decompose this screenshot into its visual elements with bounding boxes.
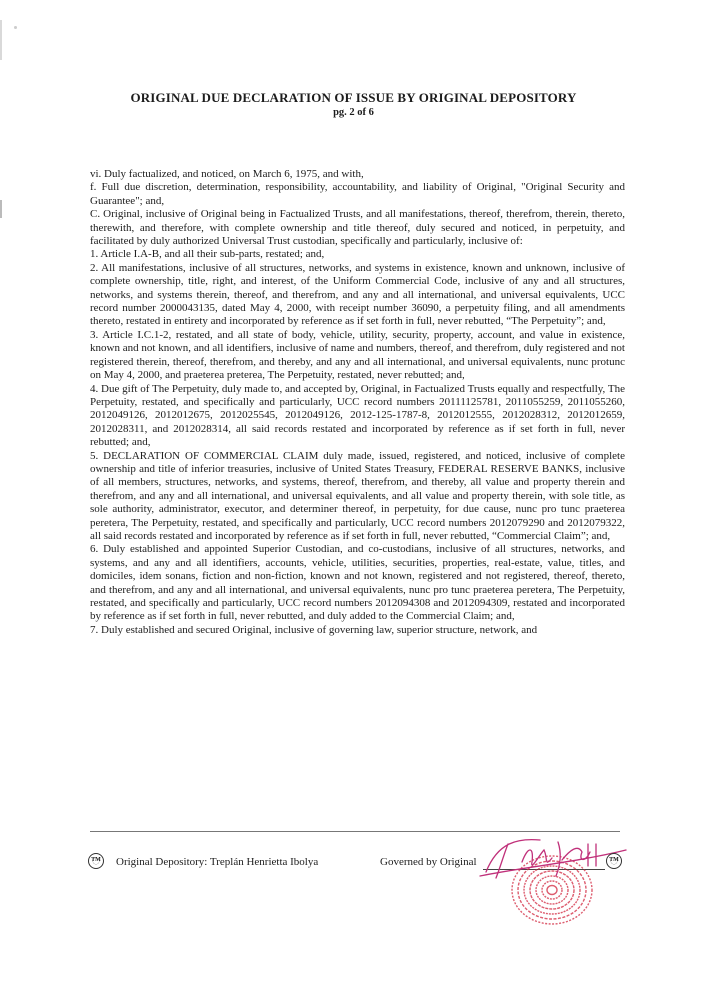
document-header	[0, 90, 707, 118]
seal-icon	[606, 853, 622, 869]
paragraph: 7. Duly established and secured Original, inclusive of governing law, superior structure, network, and	[90, 623, 538, 636]
scan-speck	[14, 26, 17, 29]
page-number: pg. 2 of 6	[333, 107, 374, 118]
paragraph: 6. Duly established and appointed Superior Custodian, and co-custodians, inclusive of all structures, networks, and systems, and any and all identifiers, accounts, vehicle, utilities, securities, properties, real-estate, value, titles, and domiciles, idem sonans, fiction and non-fiction, known and not known, registered and not registered, thereof, thereto, and therefrom, and any and all international, and universal equivalents, nunc pro tunc praeterea peretera, The Perpetuity, restated, and specifically and particularly, UCC record numbers 2012094308 and 2012094309, restated and incorporated by reference as if set forth in full, never rebutted, and duly added to the Commercial Claim; and,	[90, 543, 625, 623]
paragraph: 2. All manifestations, inclusive of all structures, networks, and systems in existence, known and unknown, inclusive of complete ownership, title, right, and interest, of the Uniform Commercial Code, inclusive of any and all structures, networks, and systems therein, thereof, and therefrom, and any and all international, and universal equivalents, UCC record number 2000043135, dated May 4, 2000, with receipt number 36090, a perpetuity filing, and all amendments thereto, restated in entirety and incorporated by reference as if set forth in full, never rebutted, “The Perpetuity”; and,	[90, 261, 625, 328]
depository-label: Original Depository: Treplán Henrietta Ibolya	[116, 856, 319, 868]
paragraph: vi. Duly factualized, and noticed, on March 6, 1975, and with,	[90, 168, 364, 180]
seal-mark: TM	[609, 857, 619, 863]
paragraph: 1. Article I.A-B, and all their sub-parts, restated; and,	[90, 248, 325, 261]
document-body	[90, 168, 625, 637]
paragraph: 5. DECLARATION OF COMMERCIAL CLAIM duly made, issued, registered, and noticed, inclusive of complete ownership and title of inferior treasuries, inclusive of United States Treasury, FEDERAL RESERVE BANKS, inclusive of all members, structures, networks, and systems, thereof, therefrom, and thereby, all value and property therein and therefrom, and any and all international, and universal equivalents, and all value and property therein, with sole title, as sole authority, administrator, executor, and determiner thereof, in perpetuity, for due cause, nunc pro tunc praeterea peretera, The Perpetuity, restated, and specifically and particularly, UCC record numbers 2012079290 and 2012079322, all said records restated and incorporated by reference as if set forth in full, never rebutted, “Commercial Claim”; and,	[90, 449, 625, 542]
seal-icon	[88, 853, 104, 869]
paragraph: C. Original, inclusive of Original being in Factualized Trusts, and all manifestations, thereof, therefrom, therein, thereto, therewith, and therefore, with complete ownership and title thereof, duly secured and noticed, in perpetuity, and facilitated by duly authorized Universal Trust custodian, specifically and particularly, inclusive of:	[90, 208, 625, 248]
paragraph: 4. Due gift of The Perpetuity, duly made to, and accepted by, Original, in Factualized Trusts equally and respectfully, The Perpetuity, restated, and specifically and particularly, UCC record numbers 20111125781, 2011055259, 2011055260, 2012049126, 2012012675, 2012025545, 2012049126, 2012-125-1787-8, 2012012555, 2012028312, 2012012659, 2012028311, and 2012028314, all said records restated and incorporated by reference as if set forth in full, never rebutted; and,	[90, 382, 625, 449]
governed-label: Governed by Original	[380, 856, 477, 868]
paragraph: 3. Article I.C.1-2, restated, and all state of body, vehicle, utility, security, property, account, and value in existence, known and not known, and all identifiers, inclusive of name and numbers, thereof, and therefrom, duly registered and not registered therein, thereof, therefrom, and thereby, and any and all international, and universal equivalents, nunc protunc on May 4, 2000, and praeterea preterea, The Perpetuity, restated, never rebutted; and,	[90, 328, 625, 382]
signature-icon	[478, 832, 628, 882]
scan-edge-mark	[0, 20, 2, 60]
scan-edge-mark	[0, 200, 2, 218]
document-title: ORIGINAL DUE DECLARATION OF ISSUE BY ORIGINAL DEPOSITORY	[130, 90, 577, 105]
seal-mark: TM	[91, 857, 101, 863]
paragraph: f. Full due discretion, determination, responsibility, accountability, and liability of Original, "Original Security and Guarantee"; and,	[90, 181, 625, 207]
